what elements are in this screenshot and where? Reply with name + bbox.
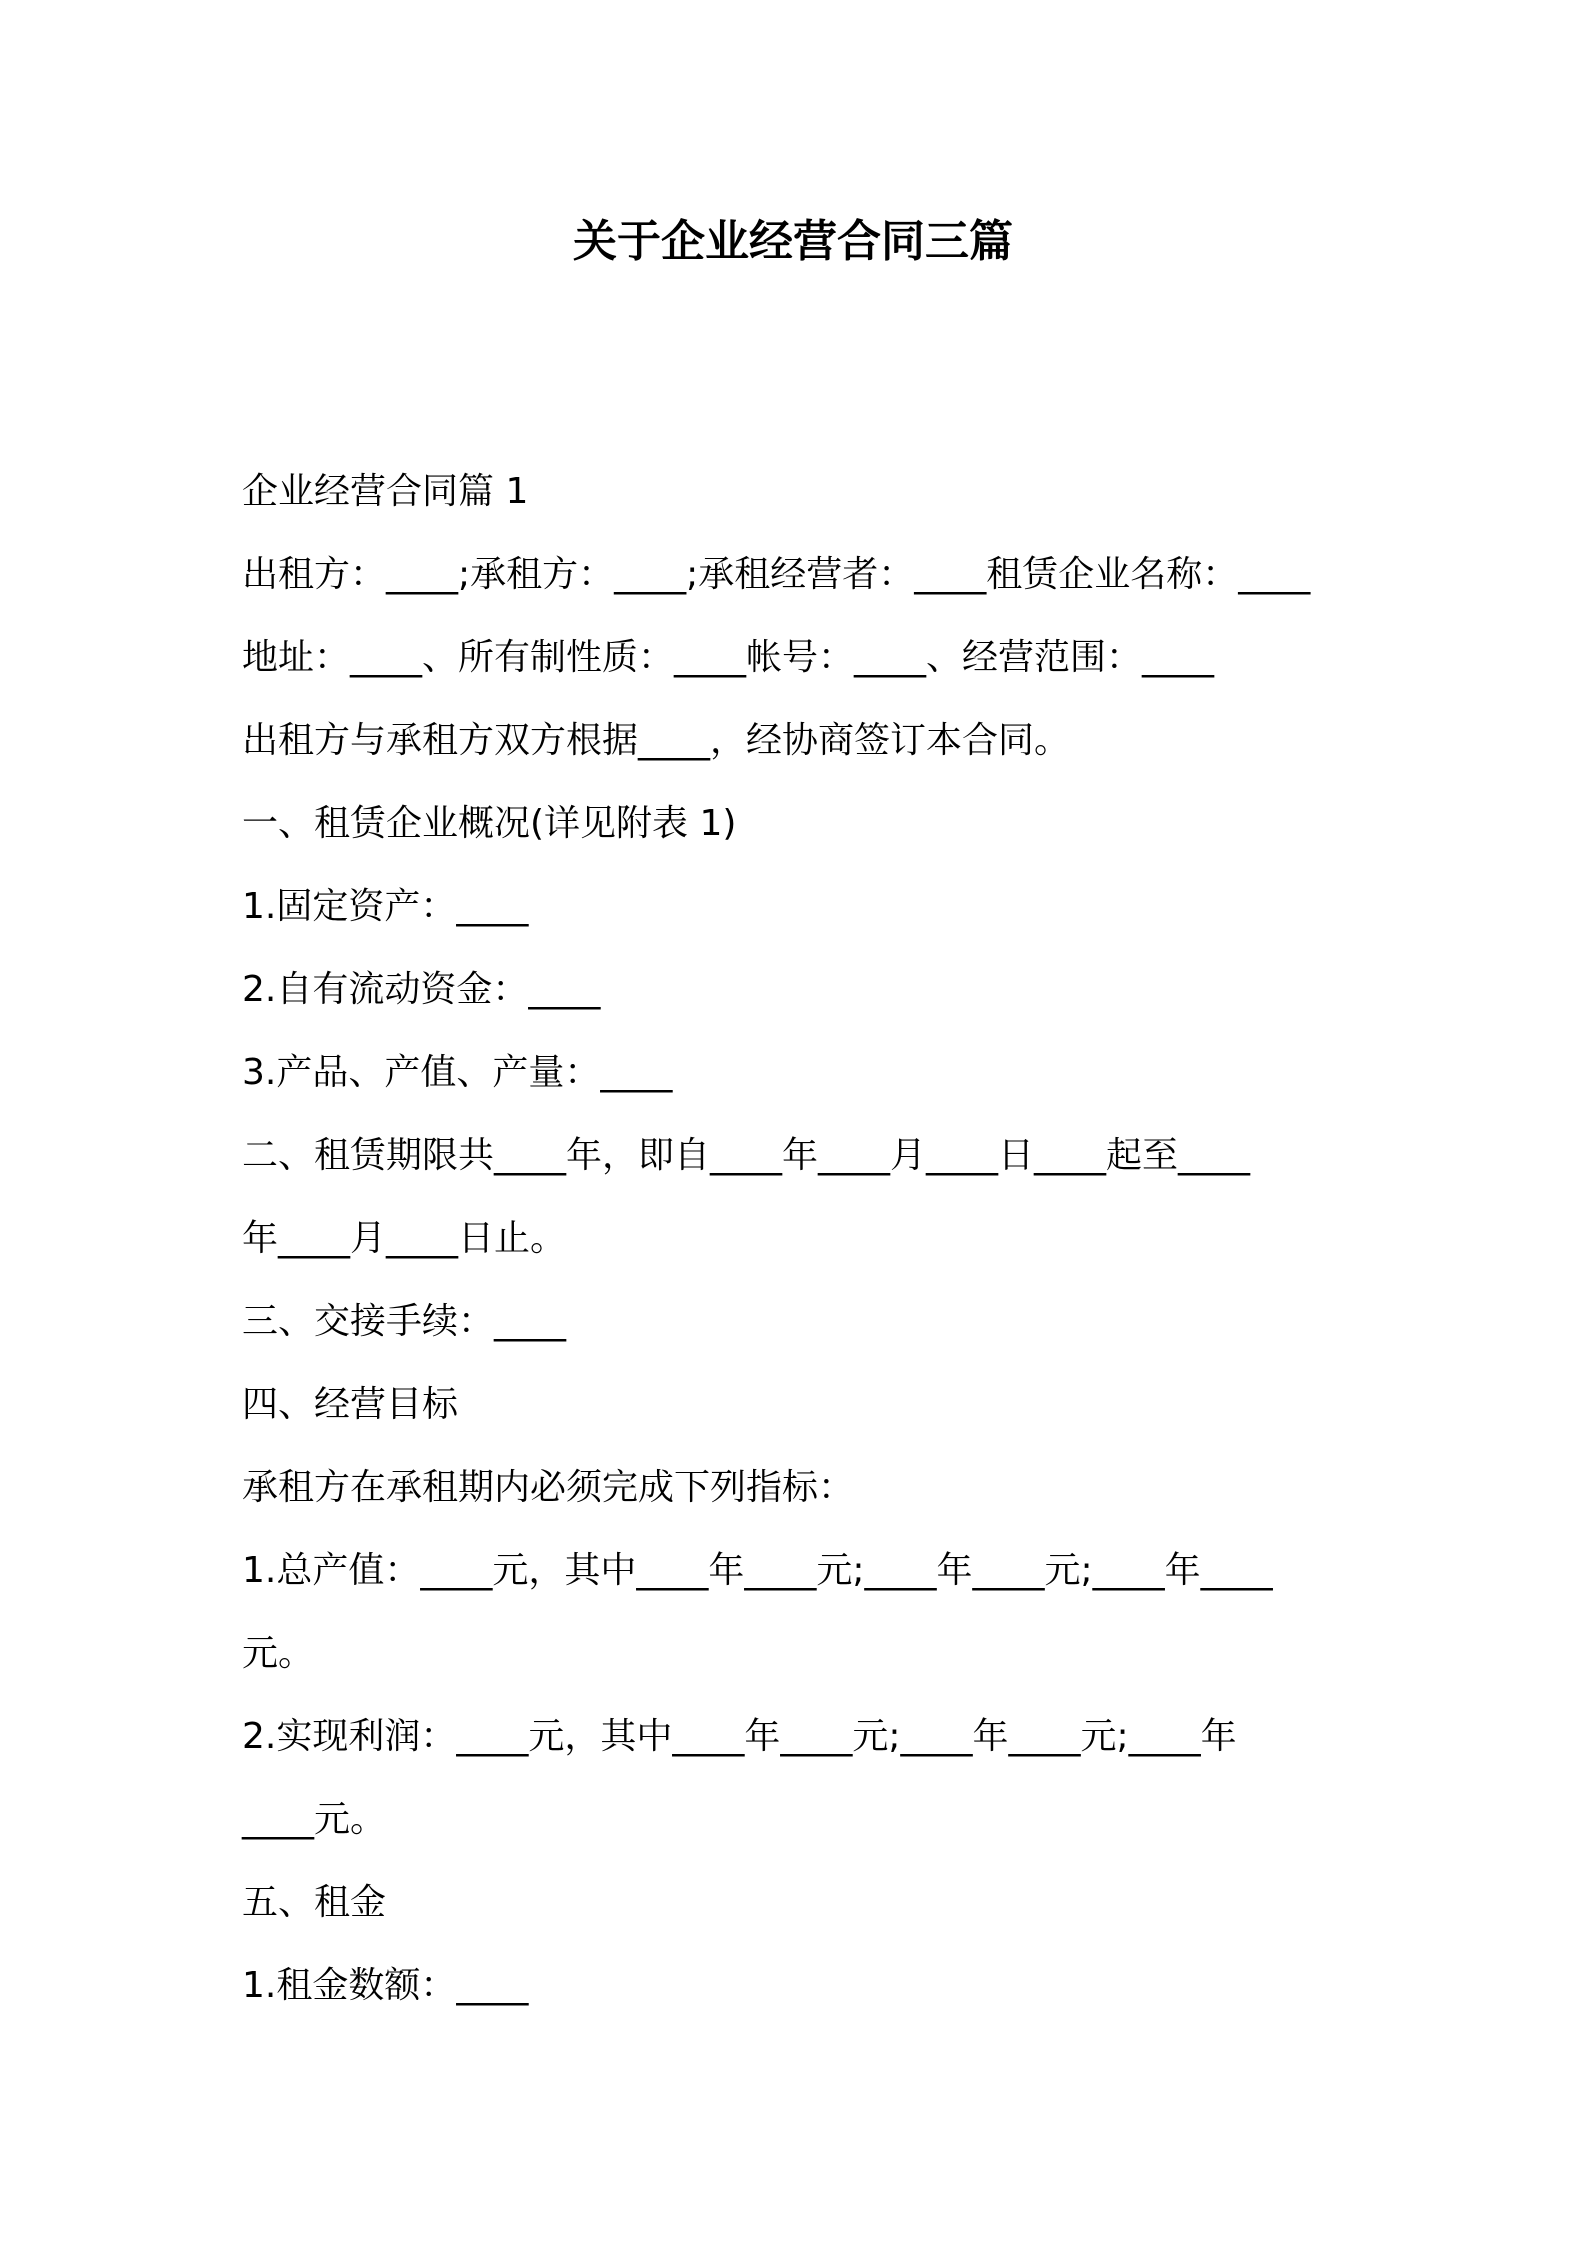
clause-item: 2.自有流动资金：____: [242, 969, 601, 1010]
clause-heading: 三、交接手续：____: [242, 1301, 567, 1342]
agreement-basis-line: 出租方与承租方双方根据____，经协商签订本合同。: [242, 720, 1071, 761]
clause-item: 1.总产值：____元，其中____年____元;____年____元;____年____: [242, 1550, 1273, 1591]
clause-item: 2.实现利润：____元，其中____年____元;____年____元;____年: [242, 1716, 1237, 1757]
clause-continuation: 年____月____日止。: [242, 1218, 567, 1259]
clause-heading: 五、租金: [242, 1882, 387, 1923]
clause-item: 3.产品、产值、产量：____: [242, 1052, 673, 1093]
address-line: 地址：____、所有制性质：____帐号：____、经营范围：____: [242, 637, 1215, 678]
document-title: 关于企业经营合同三篇: [573, 216, 1013, 267]
paragraph-line: 承租方在承租期内必须完成下列指标：: [242, 1467, 855, 1508]
clause-continuation: ____元。: [242, 1799, 387, 1840]
clause-item: 1.固定资产：____: [242, 886, 529, 927]
clause-heading: 四、经营目标: [242, 1384, 459, 1425]
clause-heading: 一、租赁企业概况(详见附表 1): [242, 803, 737, 844]
section-heading: 企业经营合同篇 1: [242, 471, 529, 512]
clause-continuation: 元。: [242, 1633, 315, 1674]
clause-item: 1.租金数额：____: [242, 1965, 529, 2006]
document-body: [242, 450, 1372, 2027]
clause-heading: 二、租赁期限共____年，即自____年____月____日____起至____: [242, 1135, 1251, 1176]
parties-line: 出租方：____;承租方：____;承租经营者：____租赁企业名称：____: [242, 554, 1311, 595]
